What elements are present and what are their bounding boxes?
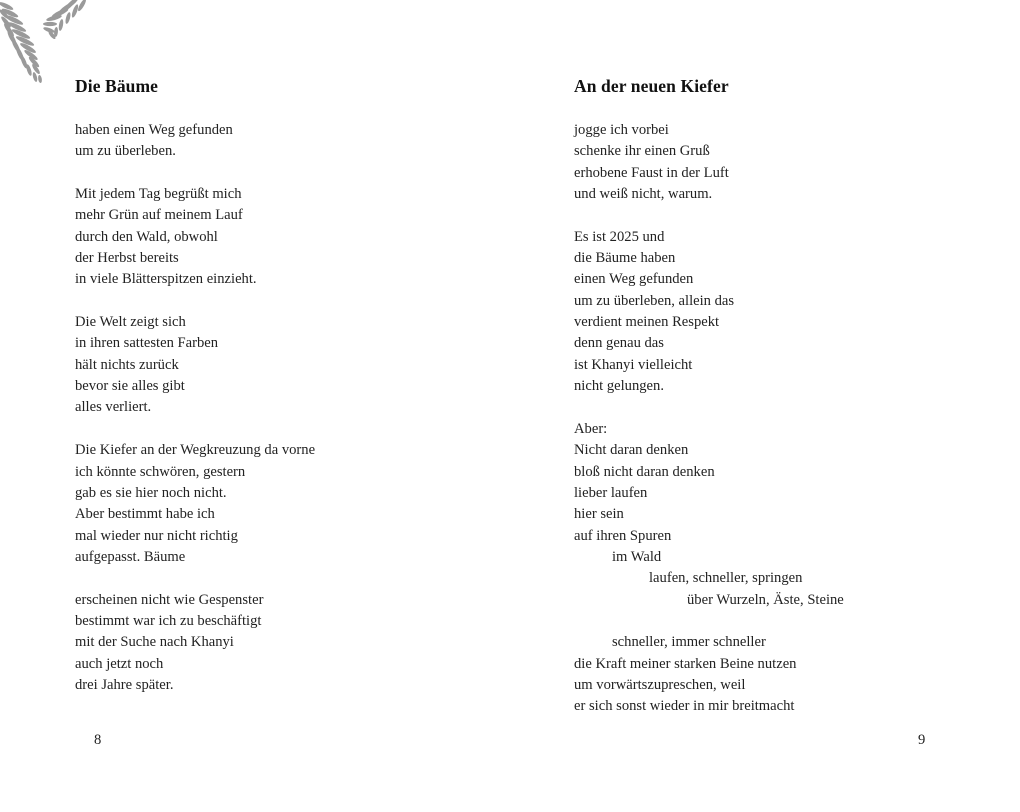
poem-line: mit der Suche nach Khanyi (75, 634, 234, 651)
poem-line: Es ist 2025 und (574, 228, 665, 245)
poem-line: ich könnte schwören, gestern (75, 463, 246, 480)
poem-line: Aber bestimmt habe ich (75, 506, 215, 523)
poem-line: bestimmt war ich zu beschäftigt (75, 612, 262, 629)
poem-line: mal wieder nur nicht richtig (75, 527, 238, 544)
poem-line: nicht gelungen. (574, 378, 664, 395)
poem-line: jogge ich vorbei (574, 122, 669, 138)
poem-line: schneller, immer schneller (612, 634, 766, 651)
poem-body (574, 120, 844, 718)
poem-line: um zu überleben. (75, 143, 176, 160)
poem-line: erhobene Faust in der Luft (574, 164, 729, 181)
poem-line: Nicht daran denken (574, 442, 689, 459)
stanza-break (574, 205, 844, 226)
poem-title: Die Bäume (75, 76, 159, 96)
poem-line: hält nichts zurück (75, 356, 179, 373)
page-number: 8 (94, 732, 102, 748)
right-page (510, 0, 1020, 812)
poem-line: um vorwärtszupreschen, weil (574, 676, 746, 693)
poem-line: einen Weg gefunden (574, 271, 694, 288)
poem-line: drei Jahre später. (75, 676, 174, 693)
poem-line: um zu überleben, allein das (574, 292, 735, 309)
poem-line: lieber laufen (574, 484, 648, 501)
stanza-break (75, 163, 315, 184)
poem-line: Die Welt zeigt sich (75, 314, 186, 331)
poem-line: auch jetzt noch (75, 655, 164, 672)
poem-line: Mit jedem Tag begrüßt mich (75, 186, 242, 203)
poem-line: er sich sonst wieder in mir breitmacht (574, 698, 795, 715)
poem-title: An der neuen Kiefer (574, 76, 729, 96)
poem-line: erscheinen nicht wie Gespenster (75, 591, 264, 608)
poem-line: mehr Grün auf meinem Lauf (75, 207, 243, 224)
page-number: 9 (918, 732, 926, 748)
poem-line: bloß nicht daran denken (574, 463, 715, 480)
stanza-break (574, 397, 844, 418)
poem-line: durch den Wald, obwohl (75, 228, 218, 245)
poem-line: die Kraft meiner starken Beine nutzen (574, 655, 797, 672)
poem-line: die Bäume haben (574, 250, 676, 267)
poem-line: in ihren sattesten Farben (75, 335, 219, 352)
stanza-break (574, 611, 844, 632)
poem-line: alles verliert. (75, 399, 152, 416)
poem-line: bevor sie alles gibt (75, 378, 185, 395)
poem-line: Aber: (574, 420, 608, 437)
poem-line: im Wald (612, 548, 662, 565)
poem-line: und weiß nicht, warum. (574, 186, 713, 203)
poem-line: denn genau das (574, 335, 664, 352)
poem-line: der Herbst bereits (75, 250, 179, 267)
poem-line: verdient meinen Respekt (574, 314, 720, 331)
poem-line: haben einen Weg gefunden (75, 122, 233, 138)
stanza-break (75, 419, 315, 440)
poem-line: über Wurzeln, Äste, Steine (687, 591, 844, 608)
stanza-break (75, 291, 315, 312)
poem-line: gab es sie hier noch nicht. (75, 484, 227, 501)
stanza-break (75, 568, 315, 589)
poem-line: auf ihren Spuren (574, 527, 672, 544)
poem-body (75, 120, 315, 696)
poem-line: aufgepasst. Bäume (75, 548, 186, 565)
poem-line: in viele Blätterspitzen einzieht. (75, 271, 257, 288)
poem-line: laufen, schneller, springen (649, 570, 803, 587)
poem-line: schenke ihr einen Gruß (574, 143, 710, 160)
poem-line: hier sein (574, 506, 624, 523)
poem-line: Die Kiefer an der Wegkreuzung da vorne (75, 442, 316, 459)
poem-line: ist Khanyi vielleicht (574, 356, 693, 373)
